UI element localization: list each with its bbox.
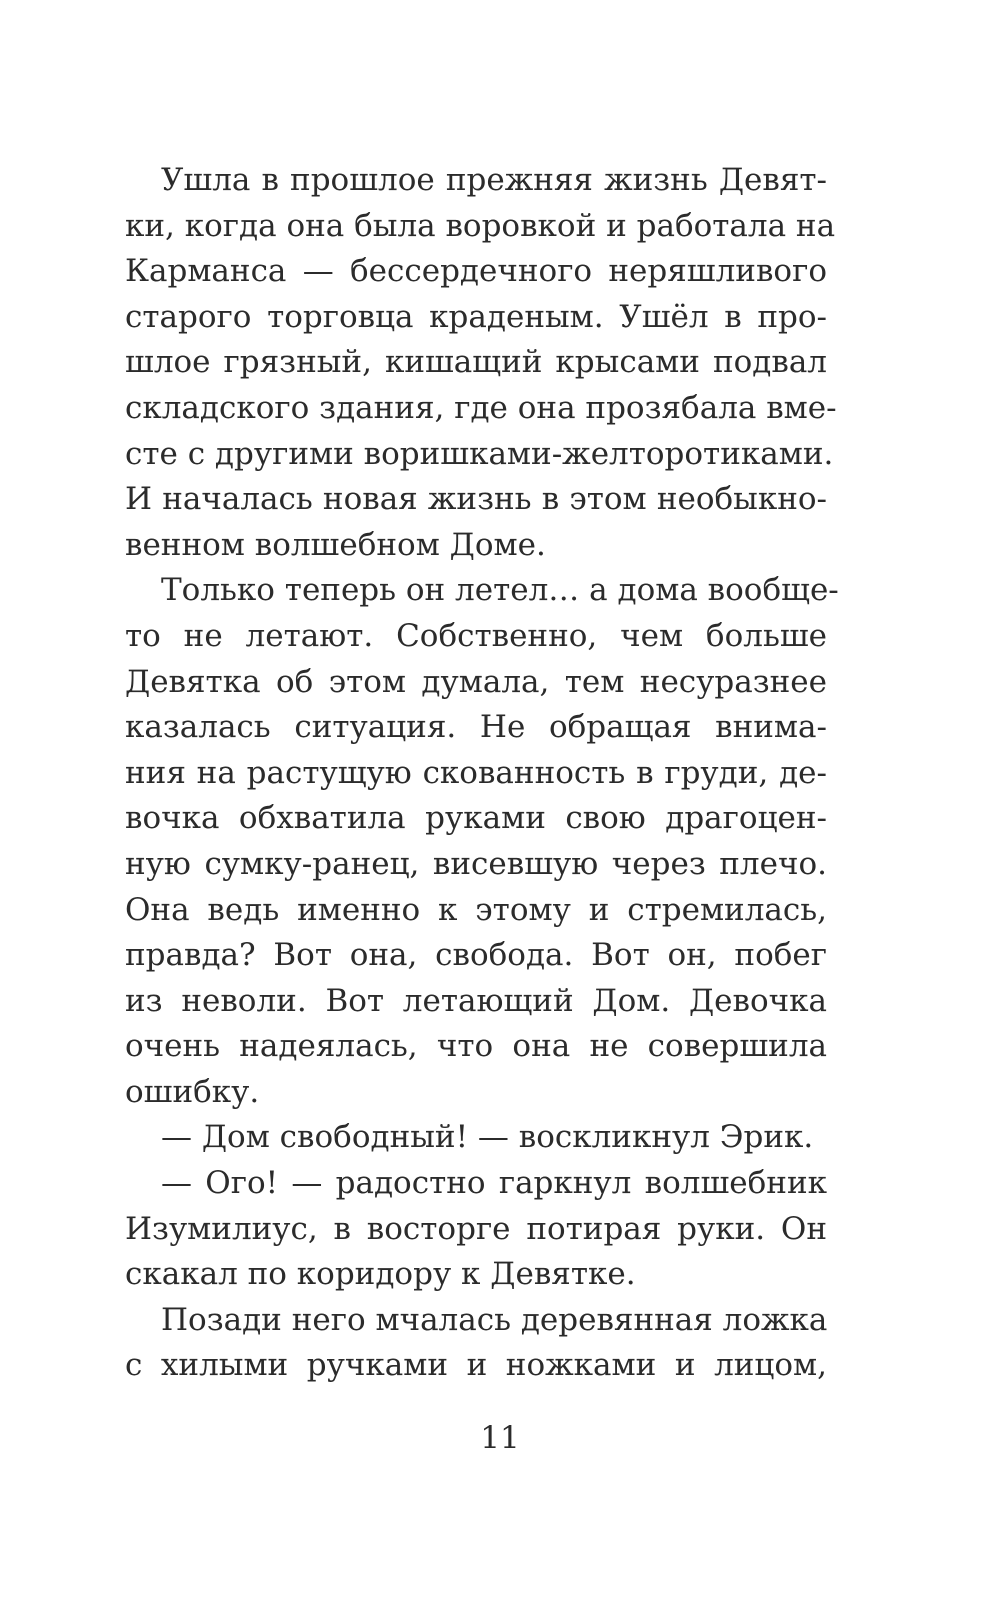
page-number: 11 — [480, 1420, 520, 1456]
text-line: сте с другими воришками-желторотиками. — [125, 435, 834, 472]
text-line: очень надеялась, что она не совершила — [125, 1028, 827, 1065]
text-line: старого торговца краденым. Ушёл в про- — [125, 298, 827, 335]
text-line: с хилыми ручками и ножками и лицом, — [125, 1347, 827, 1384]
text-line: правда? Вот она, свобода. Вот он, побег — [125, 937, 827, 974]
text-line: ную сумку-ранец, висевшую через плечо. — [125, 845, 827, 882]
text-line: складского здания, где она прозябала вме- — [125, 389, 837, 426]
text-line: скакал по коридору к Девятке. — [125, 1256, 636, 1293]
text-line: Ушла в прошлое прежняя жизнь Девят- — [161, 162, 827, 198]
text-line: то не летают. Собственно, чем больше — [125, 617, 827, 654]
text-line: казалась ситуация. Не обращая внима- — [125, 709, 827, 746]
text-line: Девятка об этом думала, тем несуразнее — [125, 663, 827, 700]
text-line: Изумилиус, в восторге потирая руки. Он — [125, 1210, 827, 1247]
text-line: ния на растущую скованность в груди, де- — [125, 754, 827, 791]
text-line: из неволи. Вот летающий Дом. Девочка — [125, 982, 827, 1019]
body-text — [125, 158, 839, 1389]
text-line: — Ого! — радостно гаркнул волшебник — [161, 1165, 827, 1202]
text-line: шлое грязный, кишащий крысами подвал — [125, 344, 827, 381]
text-line: И началась новая жизнь в этом необыкно- — [125, 481, 827, 518]
text-line: Карманса — бессердечного неряшливого — [125, 253, 827, 290]
text-line: ошибку. — [125, 1073, 260, 1110]
text-line: венном волшебном Доме. — [125, 526, 546, 563]
text-line: Только теперь он летел… а дома вообще- — [161, 572, 839, 609]
text-line: ки, когда она была воровкой и работала на — [125, 207, 836, 244]
text-line: — Дом свободный! — воскликнул Эрик. — [161, 1119, 814, 1156]
text-line: Она ведь именно к этому и стремилась, — [125, 891, 827, 928]
text-line: Позади него мчалась деревянная ложка — [161, 1301, 828, 1338]
text-line: вочка обхватила руками свою драгоцен- — [125, 800, 827, 837]
